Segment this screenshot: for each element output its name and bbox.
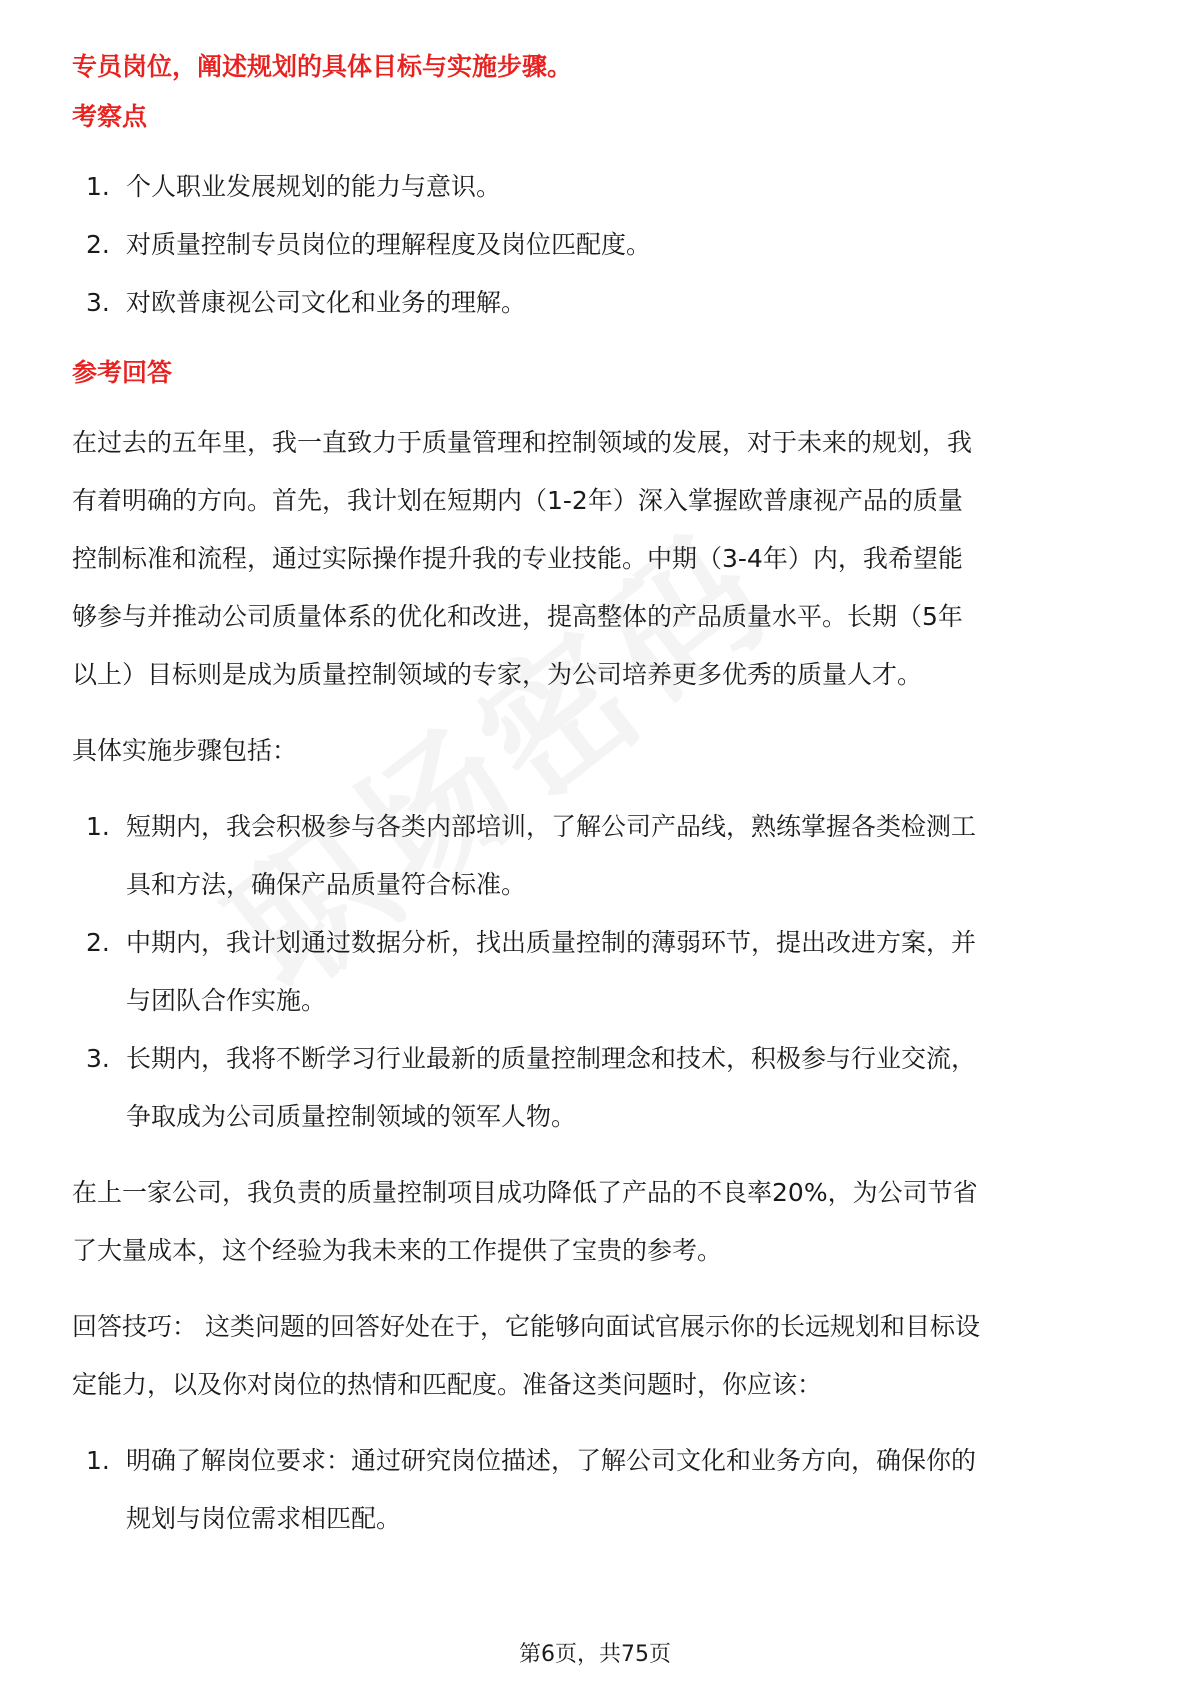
- list-text: 具和方法，确保产品质量符合标准。: [126, 870, 527, 899]
- focus-list: [72, 158, 1122, 332]
- list-item: [72, 1432, 1122, 1548]
- paragraph-line: 以上）目标则是成为质量控制领域的专家，为公司培养更多优秀的质量人才。: [72, 660, 923, 689]
- paragraph-line: 控制标准和流程，通过实际操作提升我的专业技能。中期（3-4年）内，我希望能: [72, 544, 963, 573]
- list-item: [72, 216, 1122, 274]
- list-text: 对质量控制专员岗位的理解程度及岗位匹配度。: [126, 230, 652, 259]
- list-number: 2.: [86, 928, 110, 957]
- list-text: 规划与岗位需求相匹配。: [126, 1504, 402, 1533]
- list-item: [72, 914, 1122, 1030]
- paragraph-line: 在上一家公司，我负责的质量控制项目成功降低了产品的不良率20%，为公司节省: [72, 1178, 978, 1207]
- list-item: [72, 158, 1122, 216]
- page-content: [72, 48, 1122, 1548]
- paragraph-line: 有着明确的方向。首先，我计划在短期内（1-2年）深入掌握欧普康视产品的质量: [72, 486, 963, 515]
- list-number: 1.: [86, 812, 110, 841]
- answer-heading: 参考回答: [72, 358, 173, 387]
- list-text: 与团队合作实施。: [126, 986, 327, 1015]
- intro-paragraph: [72, 414, 1122, 704]
- list-text: 长期内，我将不断学习行业最新的质量控制理念和技术，积极参与行业交流，: [126, 1044, 977, 1073]
- paragraph-line: 在过去的五年里，我一直致力于质量管理和控制领域的发展，对于未来的规划，我: [72, 428, 973, 457]
- page-footer: 第6页，共75页: [519, 1642, 671, 1667]
- paragraph-line: 回答技巧： 这类问题的回答好处在于，它能够向面试官展示你的长远规划和目标设: [72, 1312, 980, 1341]
- list-text: 明确了解岗位要求：通过研究岗位描述，了解公司文化和业务方向，确保你的: [126, 1446, 977, 1475]
- list-text: 争取成为公司质量控制领域的领军人物。: [126, 1102, 577, 1131]
- paragraph-line: 够参与并推动公司质量体系的优化和改进，提高整体的产品质量水平。长期（5年: [72, 602, 963, 631]
- list-number: 3.: [86, 1044, 110, 1073]
- list-item: [72, 798, 1122, 914]
- tips-paragraph: [72, 1298, 1122, 1414]
- steps-label: 具体实施步骤包括：: [72, 736, 298, 765]
- tips-list: [72, 1432, 1122, 1548]
- steps-list: [72, 798, 1122, 1146]
- list-item: [72, 274, 1122, 332]
- list-item: [72, 1030, 1122, 1146]
- question-title: 专员岗位，阐述规划的具体目标与实施步骤。: [72, 52, 573, 81]
- list-number: 3.: [86, 288, 110, 317]
- list-number: 1.: [86, 172, 110, 201]
- paragraph-line: 了大量成本，这个经验为我未来的工作提供了宝贵的参考。: [72, 1236, 723, 1265]
- list-text: 短期内，我会积极参与各类内部培训，了解公司产品线，熟练掌握各类检测工: [126, 812, 977, 841]
- paragraph-line: 定能力，以及你对岗位的热情和匹配度。准备这类问题时，你应该：: [72, 1370, 823, 1399]
- list-number: 2.: [86, 230, 110, 259]
- list-number: 1.: [86, 1446, 110, 1475]
- list-text: 个人职业发展规划的能力与意识。: [126, 172, 502, 201]
- list-text: 中期内，我计划通过数据分析，找出质量控制的薄弱环节，提出改进方案，并: [126, 928, 977, 957]
- list-text: 对欧普康视公司文化和业务的理解。: [126, 288, 527, 317]
- experience-paragraph: [72, 1164, 1122, 1280]
- focus-heading: 考察点: [72, 102, 148, 131]
